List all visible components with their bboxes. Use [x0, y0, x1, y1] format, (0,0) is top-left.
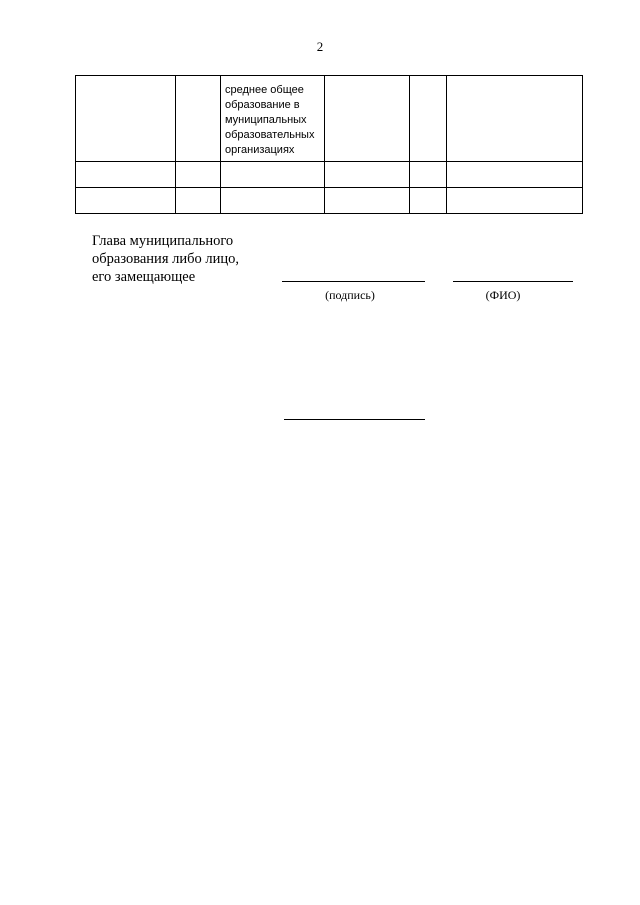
table-cell — [76, 188, 176, 214]
table-cell — [410, 76, 447, 162]
footer-line — [284, 419, 425, 420]
table-cell — [176, 76, 221, 162]
table-cell — [447, 188, 583, 214]
signatory-title: Глава муниципального образования либо лицо, его замещающее — [92, 233, 239, 285]
table-cell — [76, 162, 176, 188]
table-cell — [176, 162, 221, 188]
table-cell — [76, 76, 176, 162]
table-cell — [325, 76, 410, 162]
signature-line — [282, 281, 425, 282]
name-caption: (ФИО) — [485, 288, 521, 302]
table-cell — [447, 76, 583, 162]
signature-caption: (подпись) — [325, 288, 375, 302]
name-line — [453, 281, 573, 282]
table-cell: среднее общее образование в муниципальных образовательных организациях — [221, 76, 325, 162]
table-cell — [176, 188, 221, 214]
table-cell — [221, 188, 325, 214]
table-cell — [221, 162, 325, 188]
table-cell — [410, 162, 447, 188]
page-number: 2 — [316, 39, 324, 54]
table-cell — [325, 188, 410, 214]
table-cell — [410, 188, 447, 214]
table-row — [76, 188, 583, 214]
table-cell — [447, 162, 583, 188]
table-row — [76, 76, 583, 162]
table-row — [76, 162, 583, 188]
table-cell — [325, 162, 410, 188]
data-table — [75, 75, 583, 214]
